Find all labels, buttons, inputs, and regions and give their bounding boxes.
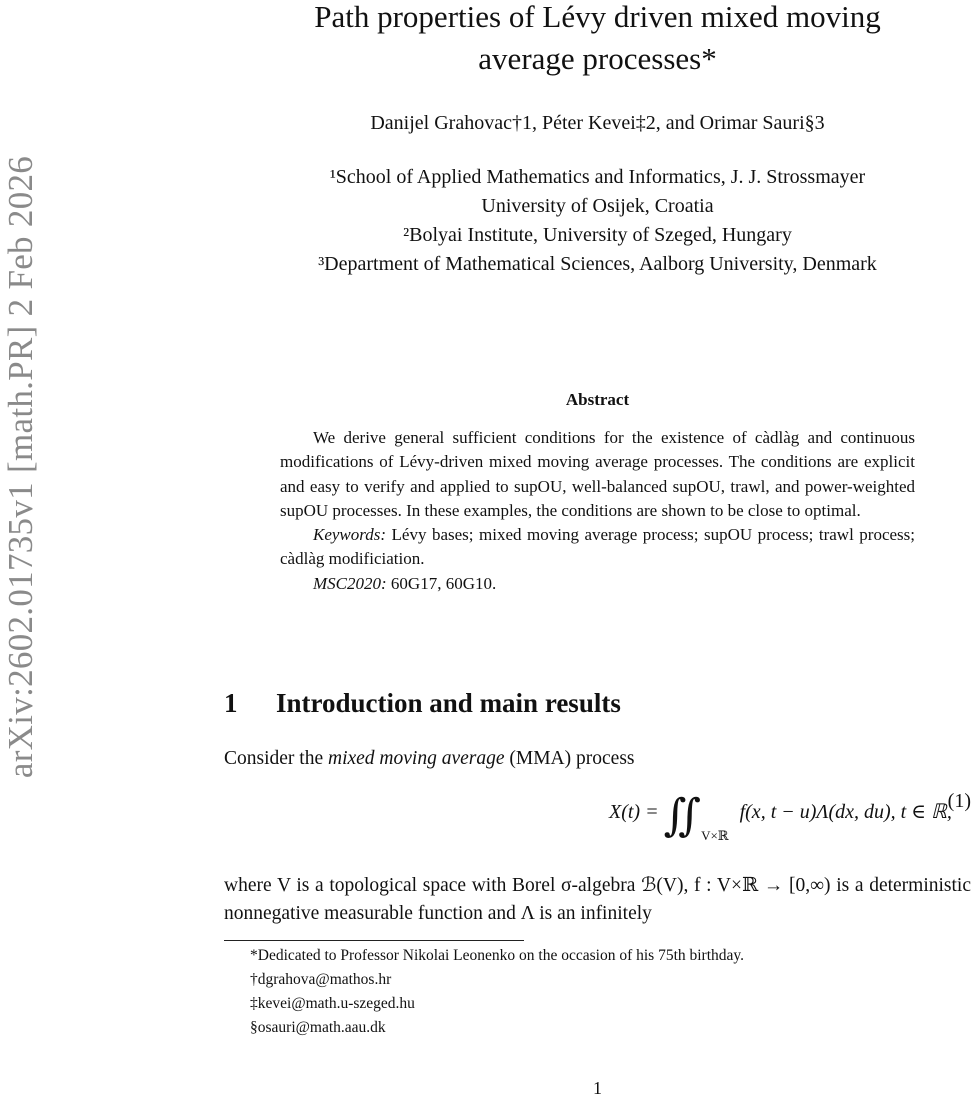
keywords-label: Keywords: bbox=[313, 525, 387, 545]
abstract-heading: Abstract bbox=[565, 390, 630, 409]
footnote: §osauri@math.aau.dk bbox=[250, 1019, 386, 1036]
msc-text: 60G17, 60G10. bbox=[390, 573, 497, 593]
intro-emphasis: mixed moving average bbox=[327, 748, 505, 769]
keywords bbox=[280, 523, 915, 572]
intro-sentence bbox=[224, 745, 971, 773]
integral-sign: ∬ bbox=[663, 791, 702, 840]
abstract bbox=[280, 426, 915, 596]
footnote: ‡kevei@math.u-szeged.hu bbox=[250, 995, 415, 1012]
arxiv-identifier-stamp: arXiv:2602.01735v1 [math.PR] 2 Feb 2026 bbox=[1, 155, 40, 779]
section-heading bbox=[224, 688, 621, 719]
msc bbox=[280, 572, 915, 596]
footnote: *Dedicated to Professor Nikolai Leonenko on the occasion of his 75th birthday. bbox=[250, 947, 745, 964]
title-line-2: average processes* bbox=[478, 41, 717, 76]
affiliations bbox=[224, 163, 971, 279]
affiliation: ³Department of Mathematical Sciences, Aalborg University, Denmark bbox=[318, 253, 877, 275]
equation-lhs: X(t) = bbox=[609, 801, 664, 823]
equation-body bbox=[609, 790, 952, 844]
abstract-text: We derive general sufficient conditions for the existence of càdlàg and continuous modifications of Lévy-driven mixed moving average processes. The conditions are explicit and easy to verify and applied to supOU, well-balanced supOU, trawl, and power-weighted supOU processes. In these examples, the conditions are shown to be close to optimal. bbox=[280, 428, 915, 520]
equation-1 bbox=[224, 780, 971, 850]
intro-text: Consider the bbox=[224, 748, 328, 769]
authors: Danijel Grahovac†1, Péter Kevei‡2, and Orimar Sauri§3 bbox=[370, 112, 825, 134]
intro-text-end: (MMA) process bbox=[504, 748, 635, 769]
equation-rhs: f(x, t − u)Λ(dx, du), t ∈ ℝ, bbox=[734, 801, 952, 823]
page-number: 1 bbox=[593, 1078, 602, 1098]
affiliation: ²Bolyai Institute, University of Szeged, Hungary bbox=[403, 224, 792, 246]
msc-label: MSC2020: bbox=[313, 573, 387, 593]
title-line-1: Path properties of Lévy driven mixed moving bbox=[314, 0, 881, 34]
equation-number: (1) bbox=[947, 790, 971, 812]
paper-title bbox=[224, 0, 971, 80]
section-number: 1 bbox=[224, 688, 238, 718]
body-paragraph: where V is a topological space with Borel σ-algebra ℬ(V), f : V×ℝ → [0,∞) is a deterministic nonnegative measurable function and Λ is an infinitely bbox=[224, 875, 971, 924]
integral-domain: V×ℝ bbox=[701, 828, 729, 843]
keywords-text: Lévy bases; mixed moving average process; supOU process; trawl process; càdlàg modificiation. bbox=[280, 525, 915, 569]
affiliation: University of Osijek, Croatia bbox=[481, 195, 714, 217]
footnote: †dgrahova@mathos.hr bbox=[250, 971, 392, 988]
affiliation: ¹School of Applied Mathematics and Informatics, J. J. Strossmayer bbox=[329, 166, 866, 188]
footnote-rule bbox=[224, 940, 524, 941]
footnotes bbox=[250, 944, 744, 1040]
section-title: Introduction and main results bbox=[276, 688, 621, 718]
